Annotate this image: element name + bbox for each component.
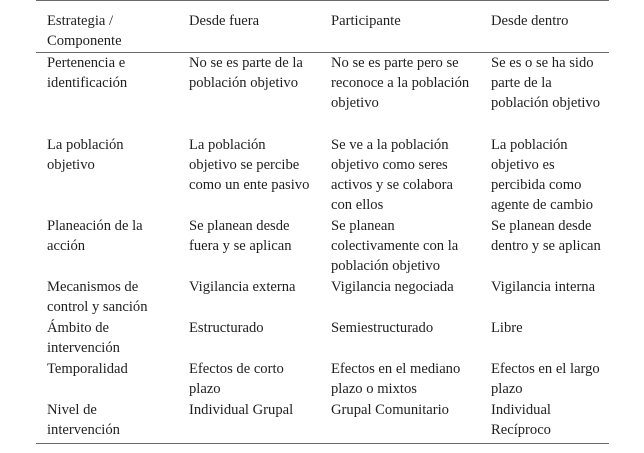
table-cell bbox=[178, 359, 320, 400]
row-label: Nivel de intervención bbox=[47, 401, 120, 439]
table-row bbox=[36, 318, 609, 359]
table-cell bbox=[480, 359, 609, 400]
table-cell bbox=[480, 318, 609, 359]
table-cell bbox=[320, 359, 480, 400]
cell-text: Se es o se ha sido parte de la población objetivo bbox=[491, 54, 601, 112]
table-row bbox=[36, 359, 609, 400]
header-cell-strategy bbox=[36, 0, 178, 52]
row-label: Temporalidad bbox=[47, 360, 128, 377]
table-cell bbox=[178, 216, 320, 277]
table-cell bbox=[320, 216, 480, 277]
table-cell bbox=[36, 318, 178, 359]
cell-text: Individual Grupal bbox=[189, 401, 294, 418]
table-cell bbox=[36, 359, 178, 400]
cell-text: Se ve a la población objetivo como seres activos y se colabora con ellos bbox=[331, 136, 453, 214]
cell-text: Libre bbox=[491, 319, 523, 336]
cell-text: Estructurado bbox=[189, 319, 264, 336]
table-cell bbox=[480, 400, 609, 441]
cell-text: Vigilancia interna bbox=[491, 278, 596, 295]
cell-text: Semiestructurado bbox=[331, 319, 434, 336]
cell-text: Vigilancia externa bbox=[189, 278, 296, 295]
table-cell bbox=[320, 318, 480, 359]
cell-text: Individual Recíproco bbox=[491, 401, 551, 439]
cell-text: No se es parte pero se reconoce a la población objetivo bbox=[331, 54, 470, 112]
cell-text: Se planean desde fuera y se aplican bbox=[189, 217, 292, 255]
cell-text: Vigilancia negociada bbox=[331, 278, 454, 295]
table-row bbox=[36, 400, 609, 441]
table-cell bbox=[36, 52, 178, 135]
table-cell bbox=[178, 318, 320, 359]
table-row bbox=[36, 135, 609, 216]
table-bottom-rule bbox=[36, 443, 609, 444]
cell-text: Grupal Comunitario bbox=[331, 401, 449, 418]
row-label: Pertenencia e identificación bbox=[47, 54, 128, 91]
table-cell bbox=[480, 277, 609, 318]
cell-text: Efectos en el largo plazo bbox=[491, 360, 600, 398]
table-cell bbox=[178, 400, 320, 441]
table-cell bbox=[178, 135, 320, 216]
cell-text: Efectos en el mediano plazo o mixtos bbox=[331, 360, 461, 398]
header-label: Participante bbox=[331, 13, 401, 29]
cell-text: La población objetivo es percibida como agente de cambio bbox=[491, 136, 594, 214]
cell-text: No se es parte de la población objetivo bbox=[189, 54, 303, 91]
table-cell bbox=[36, 400, 178, 441]
table-body bbox=[36, 52, 609, 441]
row-label: Ámbito de intervención bbox=[47, 319, 120, 357]
header-cell-outside bbox=[178, 0, 320, 52]
header-row bbox=[36, 0, 609, 52]
table-row bbox=[36, 52, 609, 135]
table-cell bbox=[36, 277, 178, 318]
table-cell bbox=[480, 135, 609, 216]
table-cell bbox=[178, 277, 320, 318]
row-label: Mecanismos de control y sanción bbox=[47, 278, 148, 316]
cell-text: Se planean colectivamente con la población objetivo bbox=[331, 217, 459, 275]
header-label: Desde dentro bbox=[491, 13, 569, 29]
strategy-table bbox=[36, 0, 609, 441]
header-cell-inside bbox=[480, 0, 609, 52]
table-row bbox=[36, 277, 609, 318]
table-cell bbox=[320, 277, 480, 318]
table-cell bbox=[36, 135, 178, 216]
row-label: Planeación de la acción bbox=[47, 217, 143, 255]
header-cell-participant bbox=[320, 0, 480, 52]
table-cell bbox=[320, 135, 480, 216]
table-cell bbox=[178, 52, 320, 135]
table-row bbox=[36, 216, 609, 277]
table-cell bbox=[320, 52, 480, 135]
header-label: Desde fuera bbox=[189, 13, 260, 29]
table-cell bbox=[320, 400, 480, 441]
cell-text: Se planean desde dentro y se aplican bbox=[491, 217, 601, 255]
row-label: La población objetivo bbox=[47, 136, 124, 173]
table-header bbox=[36, 0, 609, 52]
cell-text: La población objetivo se percibe como un ente pasivo bbox=[189, 136, 310, 194]
comparison-table bbox=[36, 0, 609, 441]
header-label: Estrategia / Componente bbox=[47, 13, 122, 50]
table-cell bbox=[480, 216, 609, 277]
table-cell bbox=[36, 216, 178, 277]
cell-text: Efectos de corto plazo bbox=[189, 360, 284, 398]
table-cell bbox=[480, 52, 609, 135]
